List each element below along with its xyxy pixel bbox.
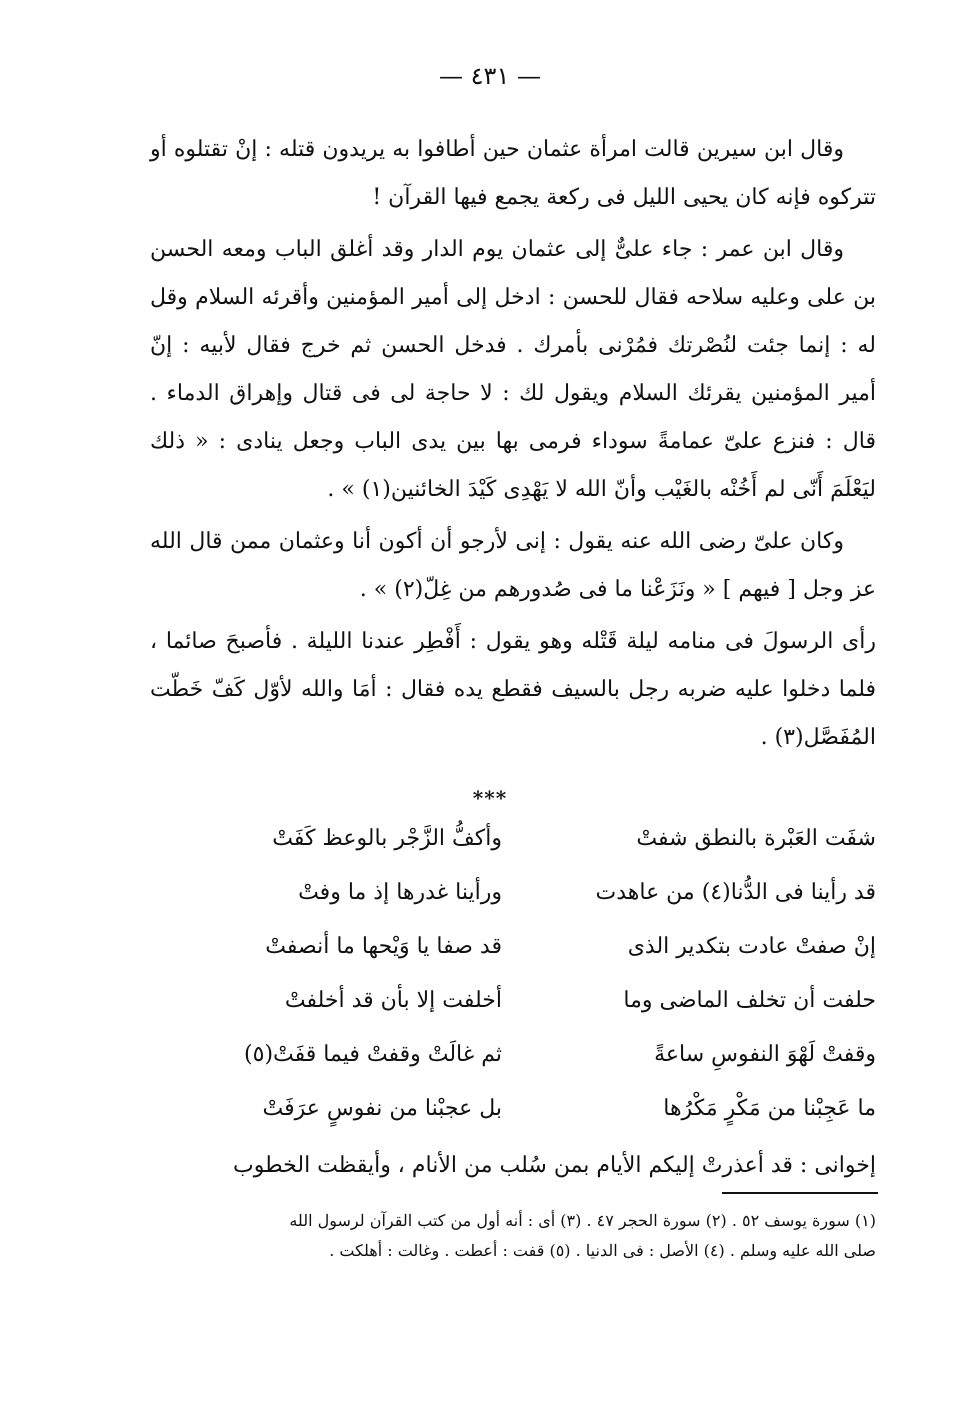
verse-second-hemistich: أخلفت إلا بأن قد أخلفتْ (284, 988, 502, 1013)
verse-second-hemistich: ثم غالَتْ وقفتْ فيما قفَتْ(٥) (244, 1042, 502, 1067)
page-number: — ٤٣١ — (439, 62, 541, 90)
poem-verse (150, 920, 876, 974)
closing-line: إخوانى : قد أعذرتْ إليكم الأيام بمن سُلب من الأنام ، وأيقظت الخطوب (233, 1153, 876, 1178)
verse-first-hemistich: إنْ صفتْ عادت بتكدير الذى (627, 934, 876, 959)
poem-verse (150, 812, 876, 866)
verse-second-hemistich: بل عجبْنا من نفوسٍ عرَفَتْ (262, 1096, 502, 1121)
verse-first-hemistich: حلفت أن تخلف الماضى وما (623, 988, 876, 1013)
footnote-line: (١) سورة يوسف ٥٢ . (٢) سورة الحجر ٤٧ . (٣) أى : أنه أول من كتب القرآن لرسول الله (289, 1211, 876, 1230)
footnote-divider (722, 1192, 878, 1194)
verse-first-hemistich: شفَت العَبْرة بالنطق شفتْ (636, 826, 876, 851)
poem-verse (150, 1028, 876, 1082)
footnote-line: صلى الله عليه وسلم . (٤) الأصل : فى الدنيا . (٥) قفت : أعطت . وغالت : أهلكت . (329, 1241, 876, 1260)
poem (150, 812, 876, 1136)
footnotes (150, 1206, 876, 1266)
verse-first-hemistich: ما عَجِبْنا من مَكْرٍ مَكْرُها (663, 1096, 876, 1121)
verse-first-hemistich: قد رأينا فى الدُّنا(٤) من عاهدت (595, 880, 876, 905)
verse-second-hemistich: ورأينا غدرها إذ ما وفتْ (298, 880, 502, 905)
poem-verse (150, 1082, 876, 1136)
verse-second-hemistich: وأكفُّ الزَّجْر بالوعظ كَفَتْ (272, 826, 502, 851)
paragraph-ali: وكان علىّ رضى الله عنه يقول : إنى لأرجو أن أكون أنا وعثمان ممن قال الله عز وجل [ فيهم ] « ونَزَعْنا ما فى صُدورهم من غِلّ(٢) » . (150, 529, 876, 602)
paragraph-dream: رأى الرسولَ فى منامه ليلة قَتْله وهو يقول : أَفْطِر عندنا الليلة . فأصبحَ صائما ، فلما دخلوا عليه ضربه رجل بالسيف فقطع يده فقال : أمَا والله لأوّل كَفّ خَطّت المُفَصَّل(٣) . (150, 629, 876, 750)
verse-second-hemistich: قد صفا يا وَيْحها ما أنصفتْ (265, 934, 502, 959)
paragraph-ibn-sirin: وقال ابن سيرين قالت امرأة عثمان حين أطافوا به يريدون قتله : إنْ تقتلوه أو تتركوه فإنه كان يحيى الليل فى ركعة يجمع فيها القرآن ! (150, 137, 876, 210)
poem-verse (150, 974, 876, 1028)
body-text (150, 126, 876, 762)
section-ornament: *** (472, 786, 508, 810)
paragraph-ibn-umar: وقال ابن عمر : جاء علىٌّ إلى عثمان يوم الدار وقد أغلق الباب ومعه الحسن بن على وعليه سلاحه فقال للحسن : ادخل إلى أمير المؤمنين وأقرئه السلام وقل له : إنما جئت لنُصْرتك فمُرْنى بأمرك . فدخل الحسن ثم خرج فقال لأبيه : إنّ أمير المؤمنين يقرئك السلام ويقول لك : لا حاجة لى فى قتال وإهراق الدماء . قال : فنزع علىّ عمامةً سوداء فرمى بها بين يدى الباب وجعل ينادى : « ذلك ليَعْلَمَ أَنّى لم أَخُنْه بالغَيْب وأنّ الله لا يَهْدِى كَيْدَ الخائنين(١) » . (150, 237, 876, 502)
poem-verse (150, 866, 876, 920)
verse-first-hemistich: وقفتْ لَهْوَ النفوسِ ساعةً (654, 1042, 876, 1067)
